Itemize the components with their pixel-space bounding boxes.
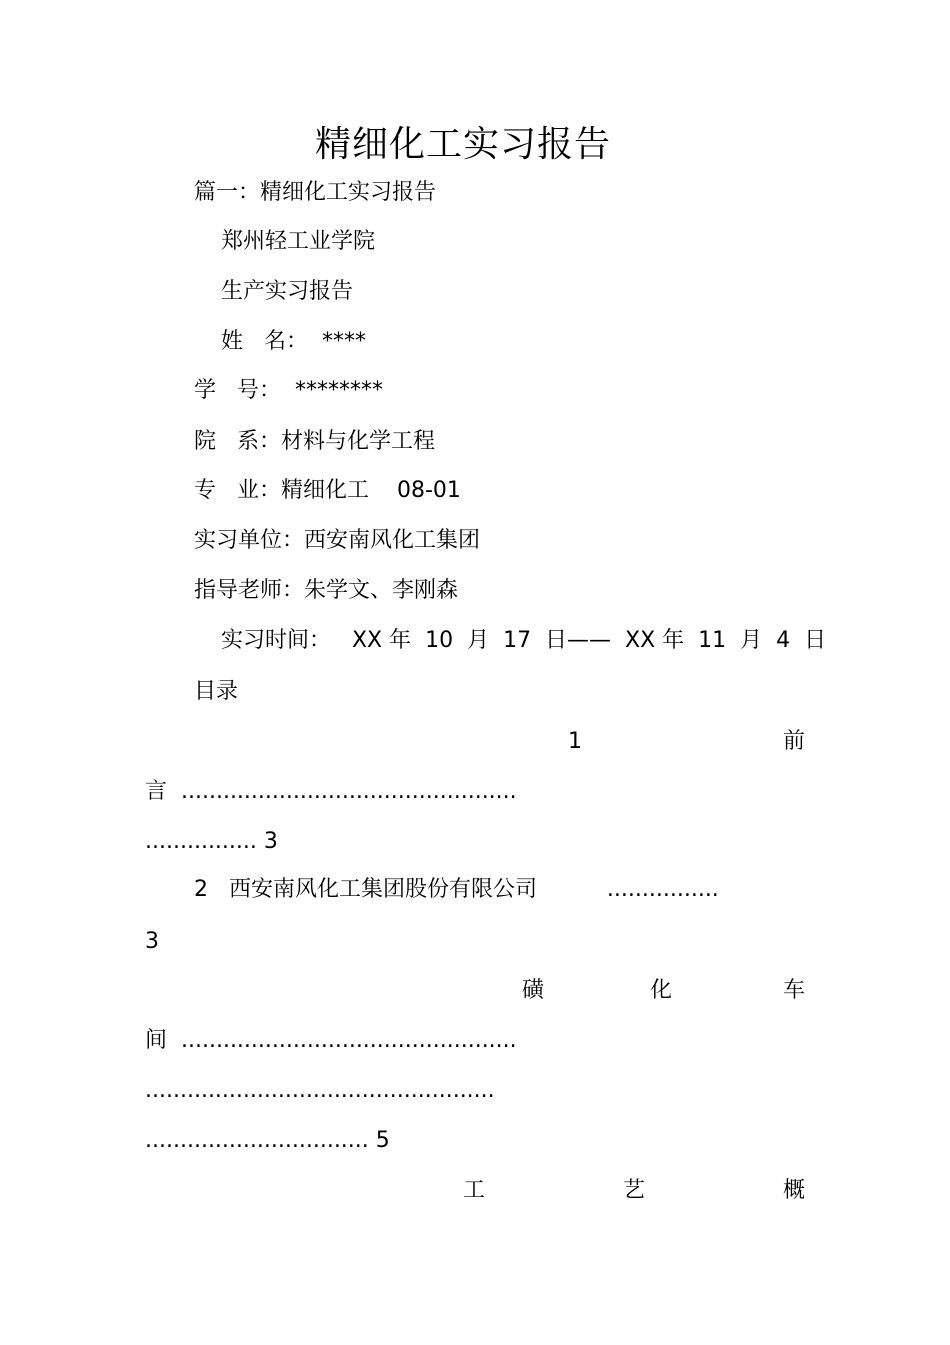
toc-word: 前 xyxy=(782,729,805,754)
unit-line: 实习单位：西安南风化工集团 xyxy=(194,528,481,553)
toc-row-2: 言 ................................................ xyxy=(145,779,517,804)
chapter-line: 篇一：精细化工实习报告 xyxy=(194,180,437,205)
toc-char: 概 xyxy=(782,1178,805,1203)
toc-heading: 目录 xyxy=(194,679,239,704)
toc-row-9 xyxy=(145,1177,805,1317)
school-line: 郑州轻工业学院 xyxy=(221,229,376,254)
department-line: 院 系：材料与化学工程 xyxy=(194,429,435,454)
period-line: 实习时间： XX 年 10 月 17 日—— XX 年 11 月 4 日 xyxy=(221,628,827,653)
toc-row-4: 2 西安南风化工集团股份有限公司 ................ xyxy=(194,877,719,902)
toc-char: 化 xyxy=(650,978,673,1003)
advisor-line: 指导老师：朱学文、李刚森 xyxy=(194,578,459,603)
name-line: 姓 名： **** xyxy=(221,329,366,354)
toc-char: 车 xyxy=(782,978,805,1003)
major-line: 专 业：精细化工 08-01 xyxy=(194,478,461,503)
toc-row-8: ................................ 5 xyxy=(145,1128,390,1153)
toc-char: 艺 xyxy=(623,1178,646,1203)
toc-number: 1 xyxy=(568,729,582,754)
report-type-line: 生产实习报告 xyxy=(221,279,354,304)
toc-char: 磺 xyxy=(522,978,545,1003)
toc-row-4-page: 3 xyxy=(145,929,159,954)
document-title: 精细化工实习报告 xyxy=(314,124,611,165)
student-id-line: 学 号： ******** xyxy=(194,378,383,403)
toc-row-6: 间 ................................................ xyxy=(145,1028,517,1053)
toc-row-7: .................................................. xyxy=(145,1078,495,1103)
toc-row-3: ................ 3 xyxy=(145,829,278,854)
toc-char: 工 xyxy=(463,1178,486,1203)
